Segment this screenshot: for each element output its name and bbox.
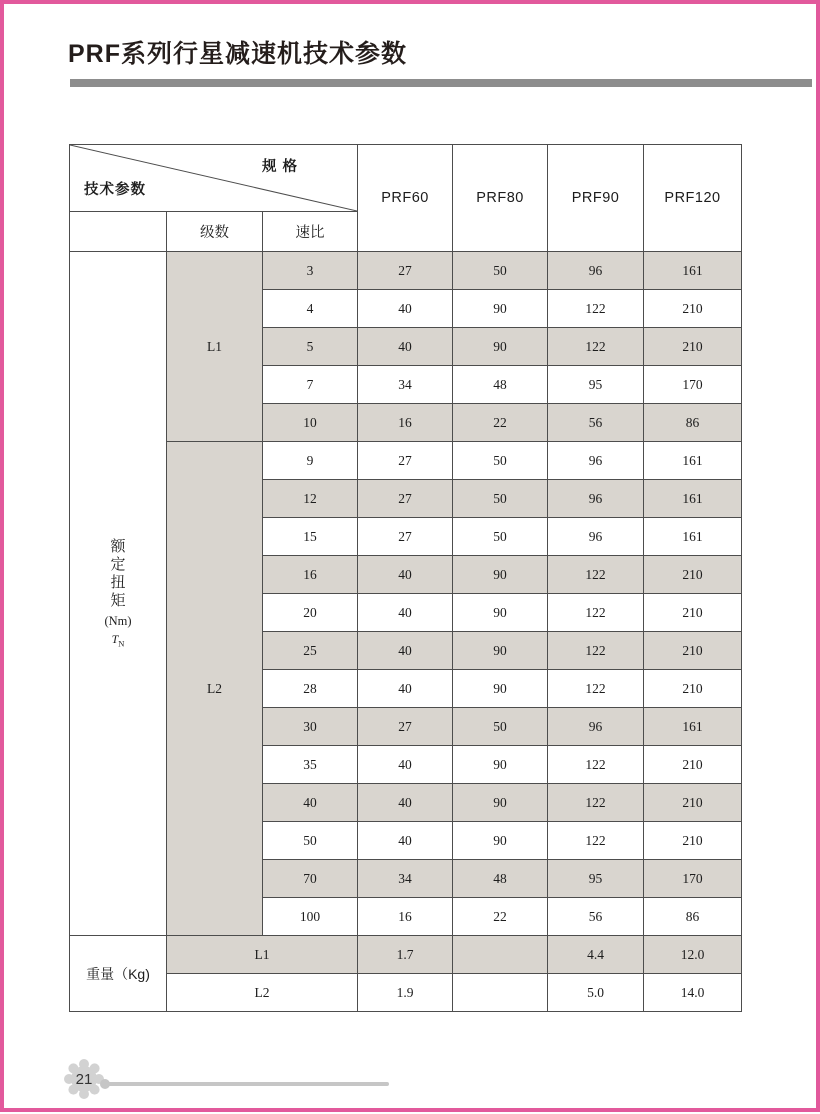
value-cell: 48 bbox=[453, 860, 548, 898]
deco-line bbox=[107, 1082, 389, 1086]
value-cell: 40 bbox=[358, 556, 453, 594]
title-accent-bar bbox=[70, 79, 812, 87]
value-cell: 16 bbox=[358, 898, 453, 936]
ratio-cell: 35 bbox=[263, 746, 358, 784]
value-cell: 210 bbox=[644, 746, 742, 784]
value-cell: 27 bbox=[358, 708, 453, 746]
value-cell: 50 bbox=[453, 708, 548, 746]
value-cell: 50 bbox=[453, 480, 548, 518]
value-cell: 90 bbox=[453, 746, 548, 784]
weight-value-cell: 12.0 bbox=[644, 936, 742, 974]
spec-table bbox=[69, 144, 742, 1012]
ratio-cell: 3 bbox=[263, 252, 358, 290]
value-cell: 122 bbox=[548, 556, 644, 594]
value-cell: 90 bbox=[453, 822, 548, 860]
value-cell: 27 bbox=[358, 480, 453, 518]
page-title: PRF系列行星减速机技术参数 bbox=[68, 40, 408, 68]
value-cell: 40 bbox=[358, 290, 453, 328]
value-cell: 122 bbox=[548, 822, 644, 860]
weight-value-cell: 14.0 bbox=[644, 974, 742, 1012]
torque-unit-char: 额 bbox=[110, 538, 126, 555]
ratio-cell: 16 bbox=[263, 556, 358, 594]
footer-decoration bbox=[4, 1054, 484, 1114]
value-cell: 50 bbox=[453, 442, 548, 480]
value-cell: 96 bbox=[548, 480, 644, 518]
value-cell: 56 bbox=[548, 898, 644, 936]
value-cell: 122 bbox=[548, 670, 644, 708]
empty-header-cell bbox=[70, 212, 167, 252]
ratio-cell: 50 bbox=[263, 822, 358, 860]
weight-value-cell: 1.7 bbox=[358, 936, 453, 974]
diagonal-header-cell bbox=[70, 145, 358, 212]
value-cell: 210 bbox=[644, 784, 742, 822]
value-cell: 210 bbox=[644, 632, 742, 670]
value-cell: 90 bbox=[453, 784, 548, 822]
column-header-prf60: PRF60 bbox=[358, 145, 453, 252]
weight-value-cell: 1.9 bbox=[358, 974, 453, 1012]
ratio-cell: 20 bbox=[263, 594, 358, 632]
ratio-cell: 10 bbox=[263, 404, 358, 442]
weight-value-cell bbox=[453, 936, 548, 974]
torque-row bbox=[70, 252, 742, 290]
ratio-cell: 9 bbox=[263, 442, 358, 480]
value-cell: 161 bbox=[644, 480, 742, 518]
value-cell: 210 bbox=[644, 670, 742, 708]
ratio-cell: 15 bbox=[263, 518, 358, 556]
torque-symbol: $T_N$ bbox=[111, 631, 125, 649]
ratio-cell: 28 bbox=[263, 670, 358, 708]
value-cell: 122 bbox=[548, 594, 644, 632]
value-cell: 96 bbox=[548, 518, 644, 556]
stage-header: 级数 bbox=[167, 212, 263, 252]
spec-corner-label: 规格 bbox=[262, 159, 304, 175]
value-cell: 27 bbox=[358, 252, 453, 290]
value-cell: 96 bbox=[548, 252, 644, 290]
weight-row bbox=[70, 936, 742, 974]
ratio-cell: 100 bbox=[263, 898, 358, 936]
value-cell: 210 bbox=[644, 328, 742, 366]
value-cell: 90 bbox=[453, 290, 548, 328]
value-cell: 22 bbox=[453, 404, 548, 442]
value-cell: 170 bbox=[644, 860, 742, 898]
value-cell: 210 bbox=[644, 556, 742, 594]
ratio-cell: 30 bbox=[263, 708, 358, 746]
value-cell: 96 bbox=[548, 708, 644, 746]
ratio-cell: 4 bbox=[263, 290, 358, 328]
value-cell: 95 bbox=[548, 860, 644, 898]
ratio-cell: 70 bbox=[263, 860, 358, 898]
ratio-header: 速比 bbox=[263, 212, 358, 252]
torque-unit-label bbox=[70, 252, 167, 936]
tech-params-corner-label: 技术参数 bbox=[84, 182, 146, 198]
ratio-cell: 5 bbox=[263, 328, 358, 366]
stage-cell: L1 bbox=[167, 252, 263, 442]
value-cell: 86 bbox=[644, 404, 742, 442]
value-cell: 210 bbox=[644, 594, 742, 632]
ratio-cell: 12 bbox=[263, 480, 358, 518]
value-cell: 122 bbox=[548, 632, 644, 670]
value-cell: 50 bbox=[453, 252, 548, 290]
table-body bbox=[70, 252, 742, 1012]
value-cell: 86 bbox=[644, 898, 742, 936]
value-cell: 22 bbox=[453, 898, 548, 936]
torque-row bbox=[70, 442, 742, 480]
value-cell: 40 bbox=[358, 670, 453, 708]
value-cell: 90 bbox=[453, 594, 548, 632]
torque-unit: (Nm) bbox=[104, 613, 132, 628]
value-cell: 90 bbox=[453, 556, 548, 594]
value-cell: 56 bbox=[548, 404, 644, 442]
value-cell: 90 bbox=[453, 632, 548, 670]
value-cell: 161 bbox=[644, 518, 742, 556]
value-cell: 27 bbox=[358, 442, 453, 480]
value-cell: 40 bbox=[358, 594, 453, 632]
value-cell: 161 bbox=[644, 708, 742, 746]
weight-row bbox=[70, 974, 742, 1012]
ratio-cell: 25 bbox=[263, 632, 358, 670]
value-cell: 90 bbox=[453, 328, 548, 366]
value-cell: 122 bbox=[548, 784, 644, 822]
weight-label: 重量（Kg) bbox=[70, 936, 167, 1012]
value-cell: 210 bbox=[644, 822, 742, 860]
stage-cell: L2 bbox=[167, 442, 263, 936]
value-cell: 27 bbox=[358, 518, 453, 556]
value-cell: 96 bbox=[548, 442, 644, 480]
value-cell: 170 bbox=[644, 366, 742, 404]
value-cell: 34 bbox=[358, 860, 453, 898]
page-number: 21 bbox=[75, 1070, 93, 1088]
value-cell: 95 bbox=[548, 366, 644, 404]
value-cell: 40 bbox=[358, 822, 453, 860]
weight-stage-cell: L2 bbox=[167, 974, 358, 1012]
weight-value-cell: 4.4 bbox=[548, 936, 644, 974]
value-cell: 40 bbox=[358, 784, 453, 822]
column-header-prf120: PRF120 bbox=[644, 145, 742, 252]
value-cell: 16 bbox=[358, 404, 453, 442]
value-cell: 122 bbox=[548, 746, 644, 784]
value-cell: 161 bbox=[644, 252, 742, 290]
weight-value-cell: 5.0 bbox=[548, 974, 644, 1012]
value-cell: 40 bbox=[358, 328, 453, 366]
header-row-1 bbox=[70, 145, 742, 212]
column-header-prf90: PRF90 bbox=[548, 145, 644, 252]
ratio-cell: 40 bbox=[263, 784, 358, 822]
column-header-prf80: PRF80 bbox=[453, 145, 548, 252]
value-cell: 34 bbox=[358, 366, 453, 404]
value-cell: 161 bbox=[644, 442, 742, 480]
torque-unit-char: 扭 bbox=[110, 574, 126, 591]
torque-unit-char: 矩 bbox=[110, 592, 126, 609]
value-cell: 48 bbox=[453, 366, 548, 404]
torque-unit-char: 定 bbox=[110, 556, 126, 573]
value-cell: 122 bbox=[548, 328, 644, 366]
weight-stage-cell: L1 bbox=[167, 936, 358, 974]
ratio-cell: 7 bbox=[263, 366, 358, 404]
value-cell: 40 bbox=[358, 746, 453, 784]
value-cell: 40 bbox=[358, 632, 453, 670]
value-cell: 122 bbox=[548, 290, 644, 328]
value-cell: 90 bbox=[453, 670, 548, 708]
value-cell: 210 bbox=[644, 290, 742, 328]
weight-value-cell bbox=[453, 974, 548, 1012]
value-cell: 50 bbox=[453, 518, 548, 556]
